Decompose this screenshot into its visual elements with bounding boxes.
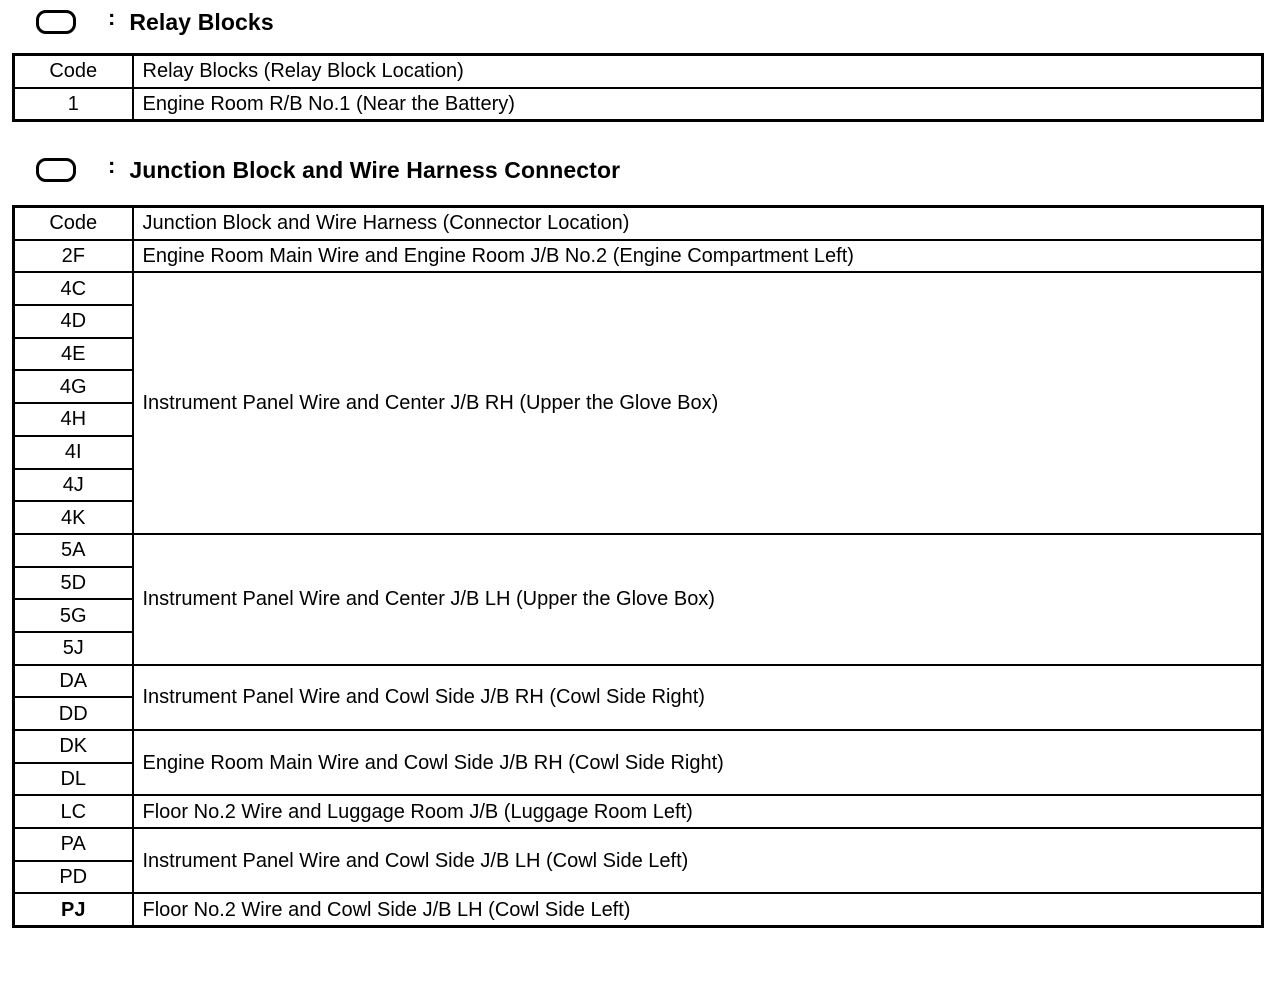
code-cell: 4G — [14, 370, 133, 403]
code-cell: 5A — [14, 534, 133, 567]
code-cell: 4K — [14, 501, 133, 534]
header-colon: : — [108, 153, 116, 178]
table-row — [14, 272, 1263, 305]
location-cell: Engine Room Main Wire and Engine Room J/B No.2 (Engine Compartment Left) — [133, 240, 1263, 273]
code-cell: 4D — [14, 305, 133, 338]
junction-block-table — [12, 205, 1264, 928]
code-cell: 4J — [14, 469, 133, 502]
code-cell: PA — [14, 828, 133, 861]
code-cell: PD — [14, 861, 133, 894]
table-row — [14, 730, 1263, 763]
table-row — [14, 828, 1263, 861]
location-header: Junction Block and Wire Harness (Connector Location) — [133, 207, 1263, 240]
header-colon: : — [108, 5, 116, 30]
location-cell: Floor No.2 Wire and Luggage Room J/B (Luggage Room Left) — [133, 795, 1263, 828]
location-cell: Instrument Panel Wire and Cowl Side J/B LH (Cowl Side Left) — [133, 828, 1263, 893]
code-cell: DA — [14, 665, 133, 698]
location-cell: Instrument Panel Wire and Center J/B RH (Upper the Glove Box) — [133, 272, 1263, 534]
location-header: Relay Blocks (Relay Block Location) — [133, 55, 1263, 88]
code-cell: PJ — [14, 893, 133, 926]
code-cell: 4H — [14, 403, 133, 436]
code-header: Code — [14, 207, 133, 240]
location-cell: Instrument Panel Wire and Center J/B LH (Upper the Glove Box) — [133, 534, 1263, 665]
location-cell: Engine Room Main Wire and Cowl Side J/B RH (Cowl Side Right) — [133, 730, 1263, 795]
table-row — [14, 88, 1263, 121]
rounded-rectangle-symbol-icon — [36, 10, 76, 34]
location-cell: Floor No.2 Wire and Cowl Side J/B LH (Cowl Side Left) — [133, 893, 1263, 926]
table-row — [14, 795, 1263, 828]
code-cell: LC — [14, 795, 133, 828]
table-row — [14, 665, 1263, 698]
code-header: Code — [14, 55, 133, 88]
code-cell: 2F — [14, 240, 133, 273]
junction-block-header — [36, 150, 620, 190]
section-title: Relay Blocks — [129, 8, 274, 35]
code-cell: 4I — [14, 436, 133, 469]
code-cell: 5D — [14, 567, 133, 600]
table-header-row — [14, 55, 1263, 88]
code-cell: DL — [14, 763, 133, 796]
code-cell: 5G — [14, 599, 133, 632]
location-cell: Engine Room R/B No.1 (Near the Battery) — [133, 88, 1263, 121]
table-header-row — [14, 207, 1263, 240]
code-cell: 1 — [14, 88, 133, 121]
relay-blocks-table — [12, 53, 1264, 122]
location-cell: Instrument Panel Wire and Cowl Side J/B RH (Cowl Side Right) — [133, 665, 1263, 730]
table-row — [14, 534, 1263, 567]
code-cell: 5J — [14, 632, 133, 665]
code-cell: 4C — [14, 272, 133, 305]
code-cell: DK — [14, 730, 133, 763]
section-title: Junction Block and Wire Harness Connector — [129, 156, 621, 183]
code-cell: 4E — [14, 338, 133, 371]
rounded-rectangle-symbol-icon — [36, 158, 76, 182]
table-row — [14, 240, 1263, 273]
code-cell: DD — [14, 697, 133, 730]
relay-blocks-header — [36, 2, 274, 42]
table-row — [14, 893, 1263, 926]
